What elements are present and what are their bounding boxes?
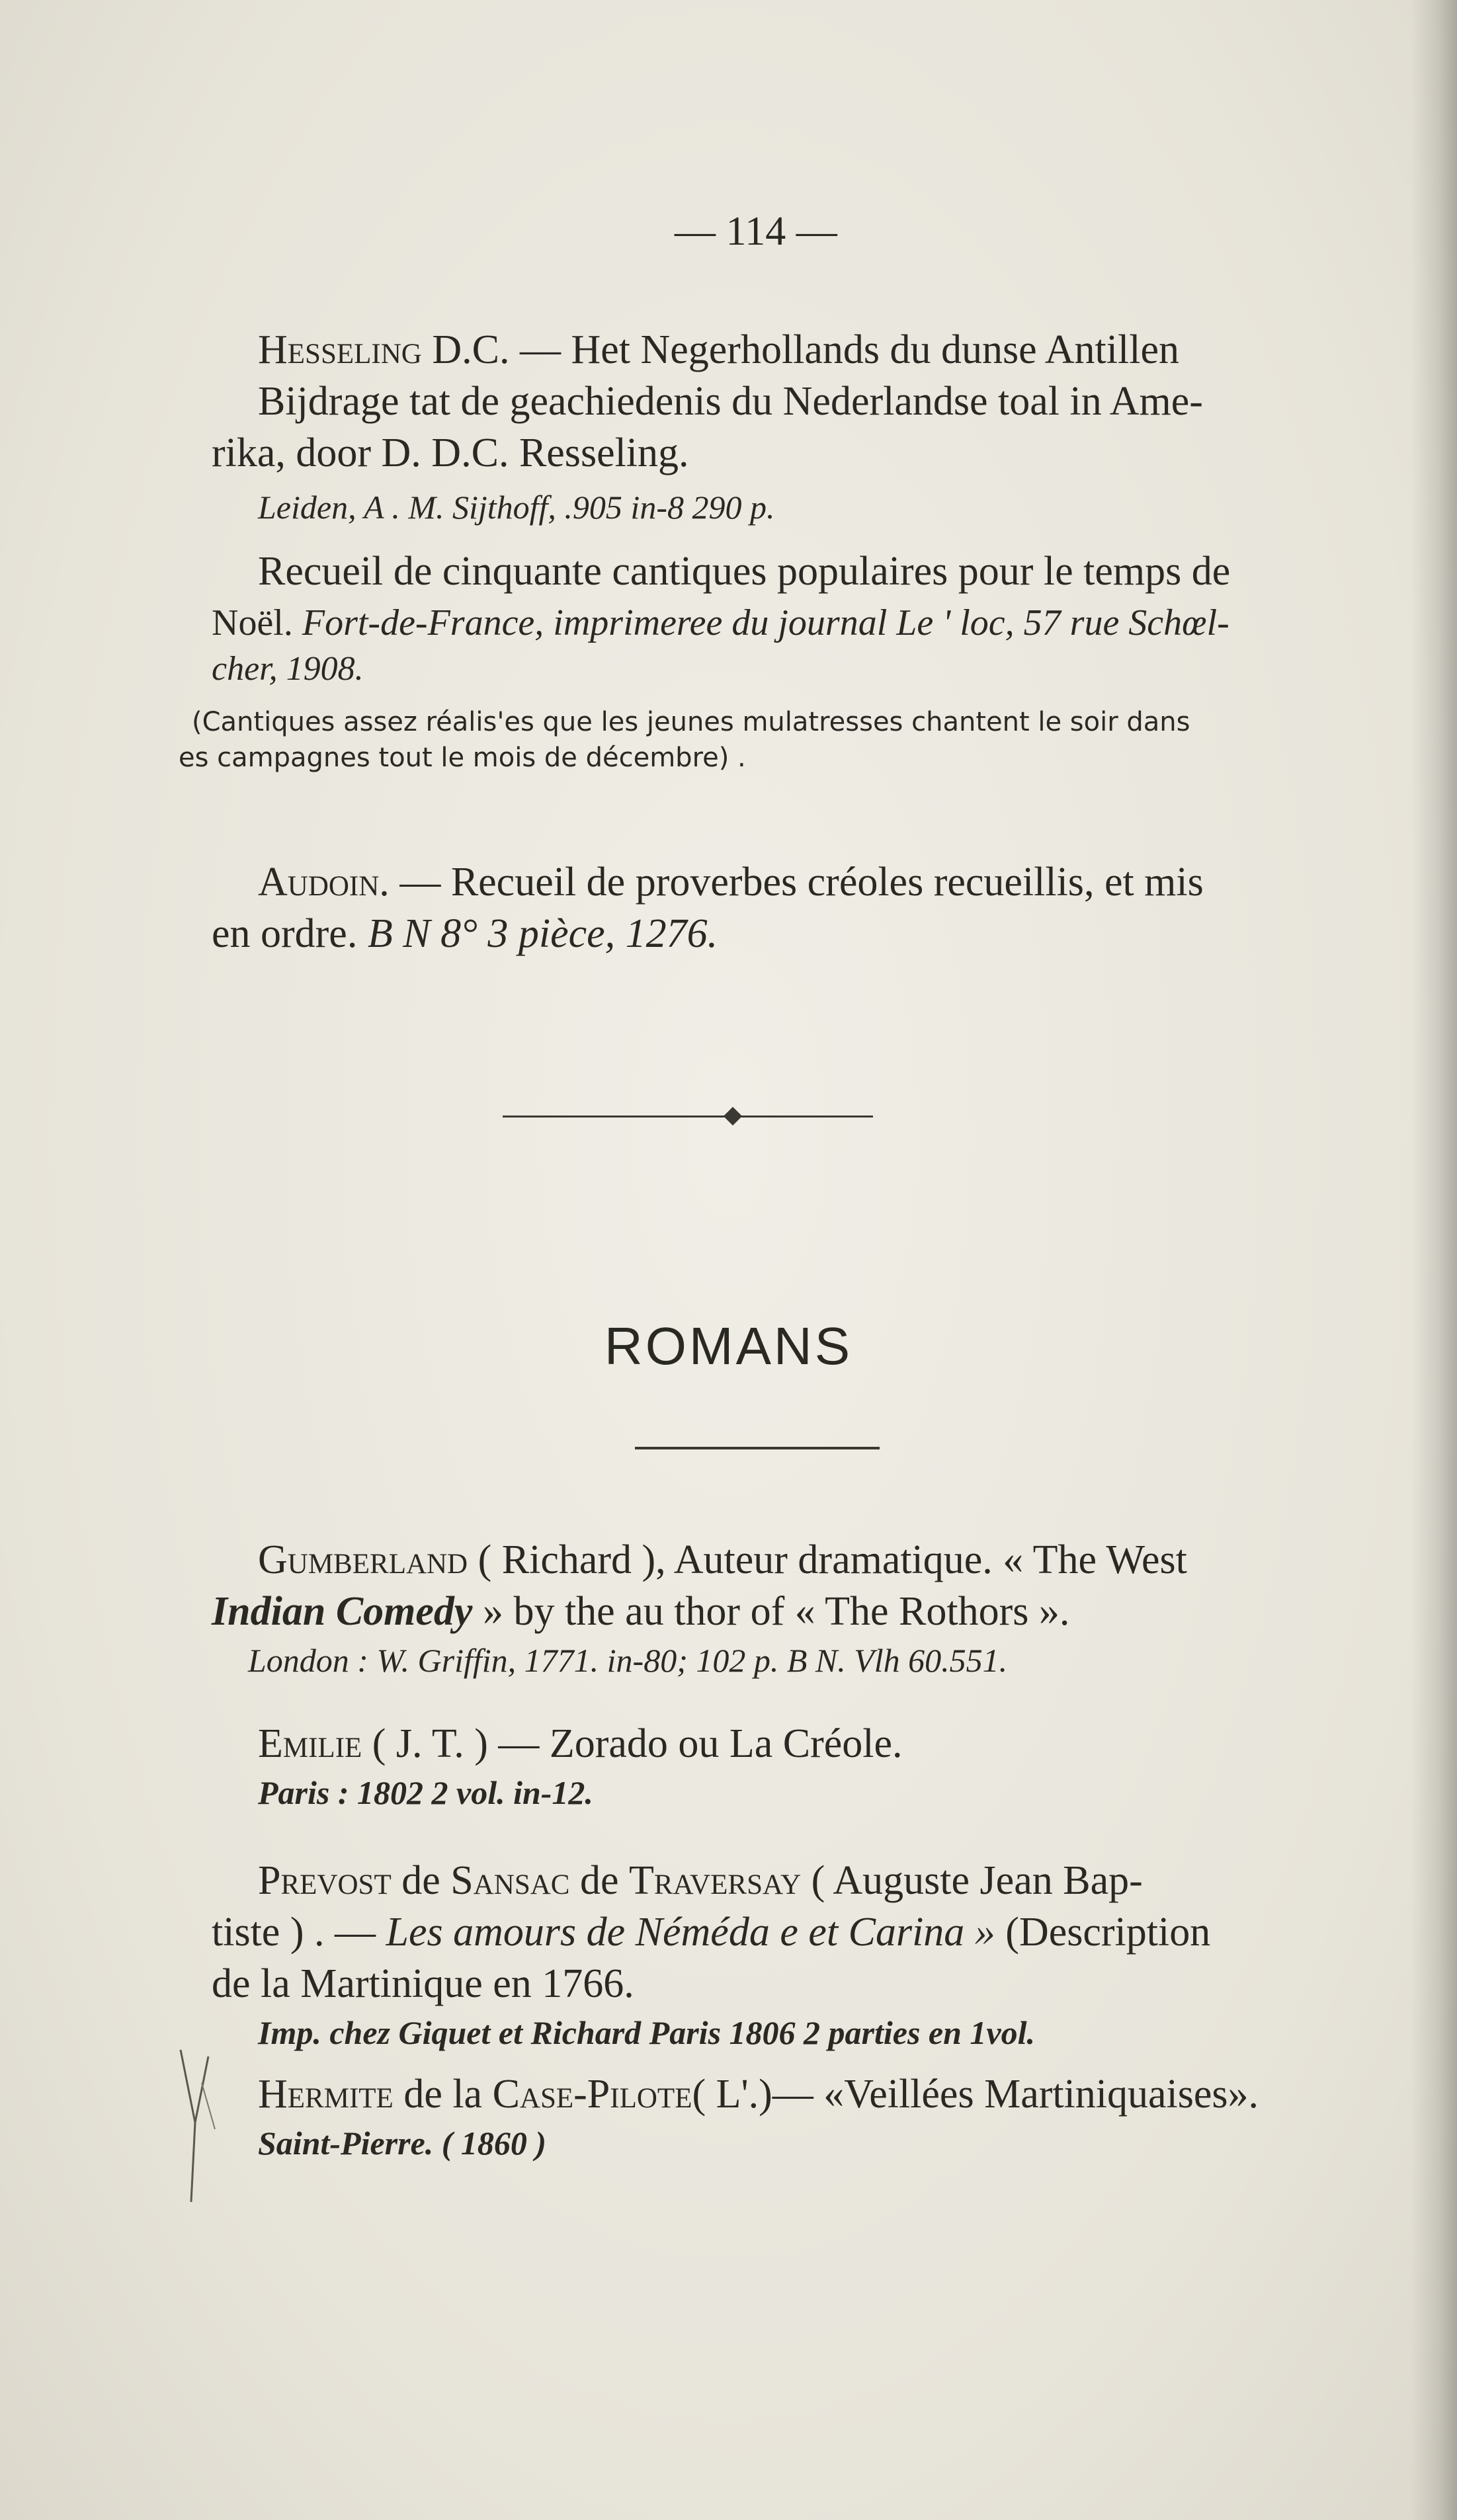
entry-text: tiste ) . — [212,1910,376,1955]
entry-note: es campagnes tout le mois de décembre) . [179,743,746,773]
entry-author: Emilie [258,1721,362,1766]
entry-author: Audoin. [258,860,390,905]
bibliography-entry-prevost [179,1855,1356,2056]
entry-author: Hesseling D.C. [258,327,510,372]
section-separator [503,1116,873,1118]
entry-publication: Saint-Pierre. ( 1860 ) [258,2125,547,2162]
handwritten-margin-mark [175,2043,222,2209]
entry-text: ( Auguste Jean Bap- [811,1858,1143,1903]
entry-text: rika, door D. D.C. Resseling. [212,430,689,475]
bibliography-entry-hesseling [179,324,1356,530]
entry-author: Gumberland [258,1537,468,1582]
entry-text: de [580,1858,619,1903]
entry-text: ( L'.)— «Veillées Martiniquaises». [692,2072,1259,2117]
entry-author: Case-Pilote [492,2072,692,2117]
bibliography-entry-hermite [179,2068,1356,2166]
entry-text: » by the au thor of « The Rothors ». [482,1589,1070,1634]
entry-text: Bijdrage tat de geachiedenis du Nederlandse toal in Ame- [258,379,1203,424]
entry-publication: London : W. Griffin, 1771. in-80; 102 p. B N. Vlh 60.551. [248,1642,1008,1679]
entry-text: — Het Negerhollands du dunse Antillen [519,327,1179,372]
entry-text: de [401,1858,440,1903]
entry-text: Recueil de cinquante cantiques populaires pour le temps de [258,549,1231,594]
entry-publication: cher, 1908. [212,650,364,688]
entry-publication: Leiden, A . M. Sijthoff, .905 in-8 290 p. [258,489,775,526]
entry-publication: Imp. chez Giquet et Richard Paris 1806 2 parties en 1vol. [258,2014,1035,2051]
entry-publication: B N 8° 3 pièce, 1276. [367,911,718,956]
entry-author: Hermite [258,2072,394,2117]
entry-text: en ordre. [212,911,358,956]
entry-text: Noël. [212,602,293,643]
entry-title: Les amours de Néméda e et Carina » [386,1910,995,1955]
entry-text: ( J. T. ) — Zorado ou La Créole. [372,1721,903,1766]
section-heading: ROMANS [604,1317,853,1375]
bibliography-entry-gumberland [179,1534,1356,1684]
entry-text: ( Richard ), Auteur dramatique. « The West [478,1537,1187,1582]
bibliography-entry-emilie [179,1718,1356,1816]
entry-author: Sansac [450,1858,570,1903]
entry-title: Indian Comedy [212,1589,473,1634]
entry-publication: Paris : 1802 2 vol. in-12. [258,1774,593,1811]
entry-text: (Description [1005,1910,1211,1955]
entry-note: (Cantiques assez réalis'es que les jeunes mulatresses chantent le soir dans [192,707,1190,737]
entry-publication: Fort-de-France, imprimeree du journal Le ' loc, 57 rue Schœl- [302,602,1229,643]
entry-text: de la Martinique en 1766. [212,1961,634,2006]
separator-ornament [724,1107,742,1125]
page-number: — 114 — [675,209,837,254]
entry-text: — Recueil de proverbes créoles recueillis, et mis [399,860,1204,905]
entry-text: de la [403,2072,483,2117]
bibliography-entry-audoin [179,856,1356,959]
page-edge-shadow [1411,0,1457,2520]
entry-author: Prevost [258,1858,392,1903]
bibliography-entry-cantiques [179,546,1356,776]
entry-author: Traversay [629,1858,802,1903]
heading-underline [635,1447,880,1449]
